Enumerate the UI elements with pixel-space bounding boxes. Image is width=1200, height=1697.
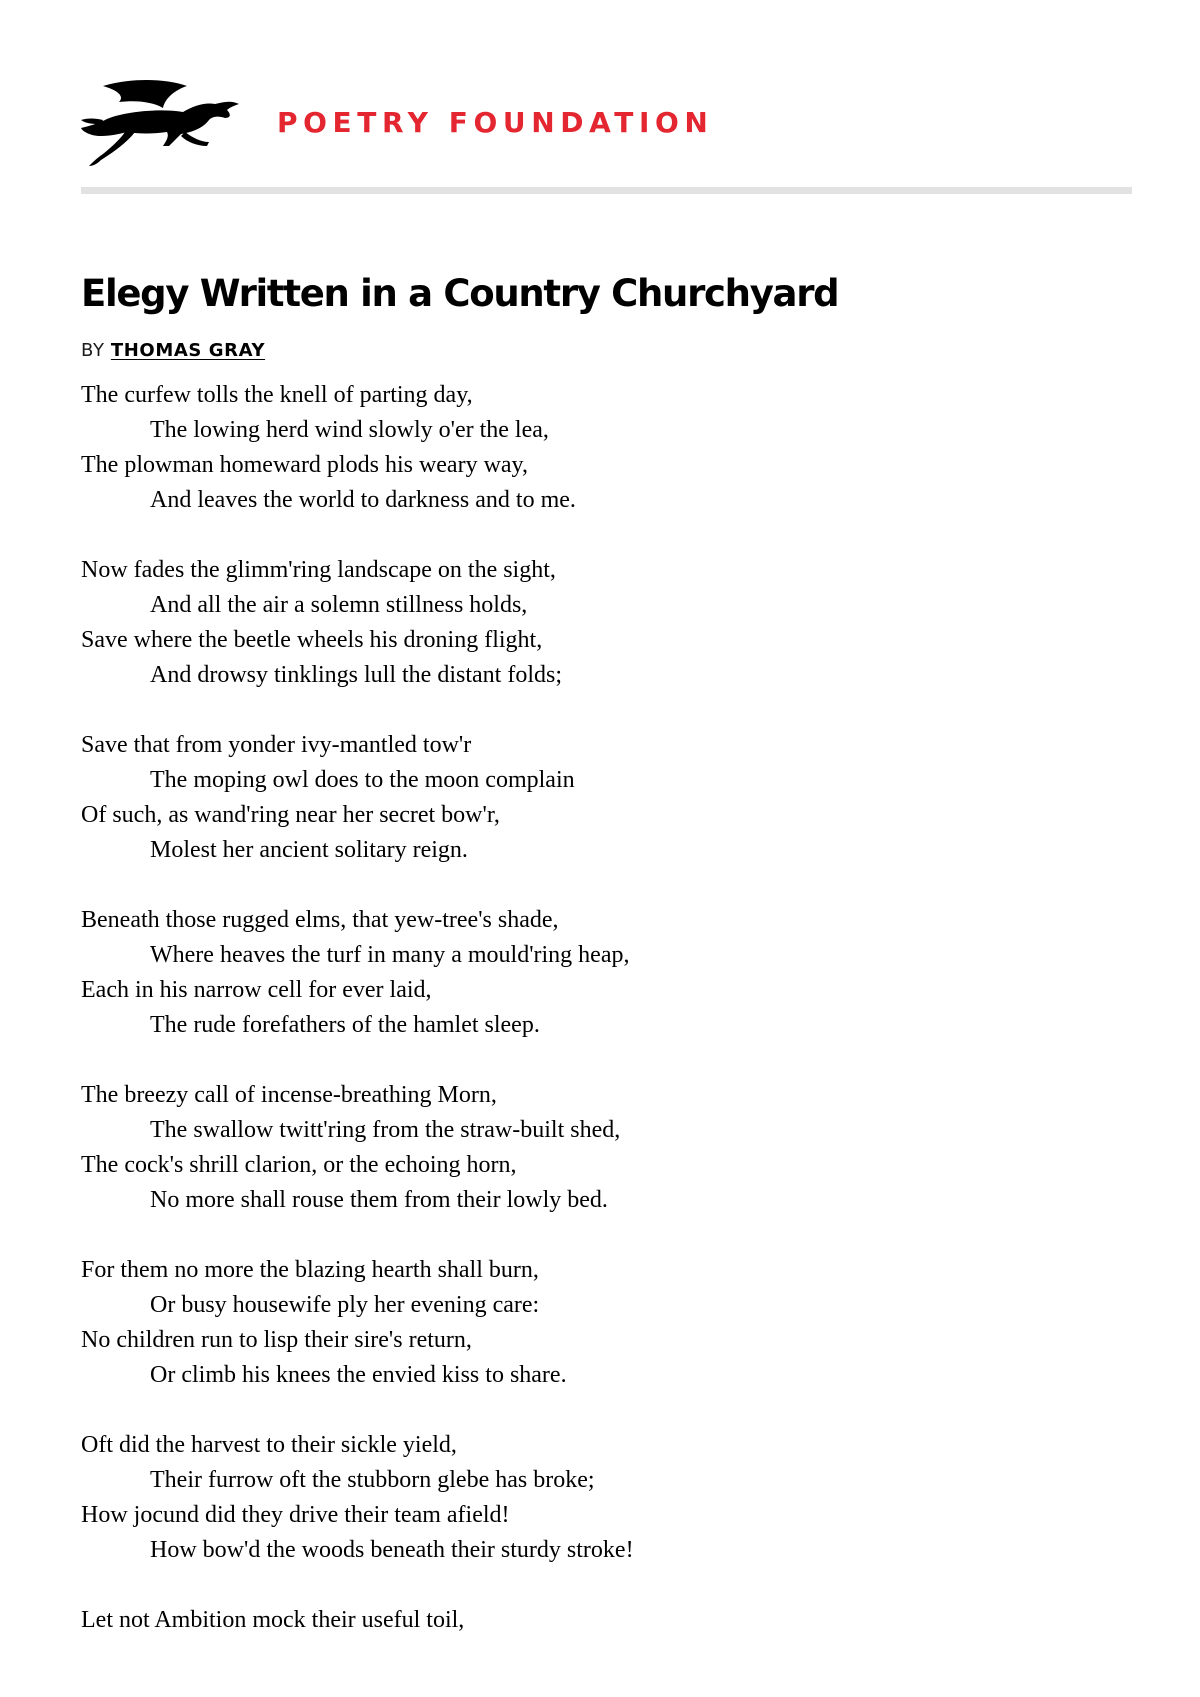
poem-title: Elegy Written in a Country Churchyard — [81, 272, 839, 315]
stanza — [81, 1078, 1081, 1218]
brand-name[interactable]: POETRY FOUNDATION — [277, 106, 714, 139]
poem-line: Molest her ancient solitary reign. — [150, 837, 468, 863]
author-link[interactable]: THOMAS GRAY — [110, 340, 266, 361]
poem-line: Save where the beetle wheels his droning flight, — [81, 627, 543, 653]
poem-line: Or busy housewife ply her evening care: — [150, 1292, 540, 1318]
stanza — [81, 1603, 1081, 1638]
poem-line: Where heaves the turf in many a mould'ring heap, — [150, 942, 630, 968]
poem-body — [81, 378, 1081, 1673]
poem-line: Now fades the glimm'ring landscape on the sight, — [81, 557, 556, 583]
stanza — [81, 1253, 1081, 1393]
poem-line: Their furrow oft the stubborn glebe has broke; — [150, 1467, 595, 1493]
poem-line: The moping owl does to the moon complain — [150, 767, 575, 793]
poem-line: Save that from yonder ivy-mantled tow'r — [81, 732, 472, 758]
stanza — [81, 378, 1081, 518]
header-divider — [81, 187, 1132, 194]
poem-line: For them no more the blazing hearth shall burn, — [81, 1257, 539, 1283]
poem-line: The curfew tolls the knell of parting day, — [81, 382, 473, 408]
poem-line: Each in his narrow cell for ever laid, — [81, 977, 432, 1003]
stanza — [81, 728, 1081, 868]
poem-line: No more shall rouse them from their lowly bed. — [150, 1187, 608, 1213]
poem-line: Or climb his knees the envied kiss to share. — [150, 1362, 567, 1388]
poem-line: How jocund did they drive their team afield! — [81, 1502, 510, 1528]
poem-line: Beneath those rugged elms, that yew-tree's shade, — [81, 907, 559, 933]
byline-label: BY — [81, 340, 105, 361]
stanza — [81, 553, 1081, 693]
poem-line: Of such, as wand'ring near her secret bow'r, — [81, 802, 500, 828]
poem-line: And drowsy tinklings lull the distant folds; — [150, 662, 562, 688]
pegasus-icon[interactable] — [81, 76, 241, 170]
byline — [81, 340, 265, 361]
poem-line: And leaves the world to darkness and to me. — [150, 487, 576, 513]
poem-line: How bow'd the woods beneath their sturdy stroke! — [150, 1537, 634, 1563]
stanza — [81, 903, 1081, 1043]
site-header — [81, 76, 1131, 176]
poem-line: Oft did the harvest to their sickle yield, — [81, 1432, 457, 1458]
poem-line: The lowing herd wind slowly o'er the lea, — [150, 417, 549, 443]
poem-line: The breezy call of incense-breathing Morn, — [81, 1082, 497, 1108]
poem-line: The plowman homeward plods his weary way, — [81, 452, 528, 478]
poem-line: The rude forefathers of the hamlet sleep. — [150, 1012, 540, 1038]
poem-line: The cock's shrill clarion, or the echoing horn, — [81, 1152, 517, 1178]
poem-line: No children run to lisp their sire's return, — [81, 1327, 472, 1353]
stanza — [81, 1428, 1081, 1568]
poem-line: And all the air a solemn stillness holds, — [150, 592, 528, 618]
poem-line: The swallow twitt'ring from the straw-built shed, — [150, 1117, 621, 1143]
poem-line: Let not Ambition mock their useful toil, — [81, 1607, 465, 1633]
